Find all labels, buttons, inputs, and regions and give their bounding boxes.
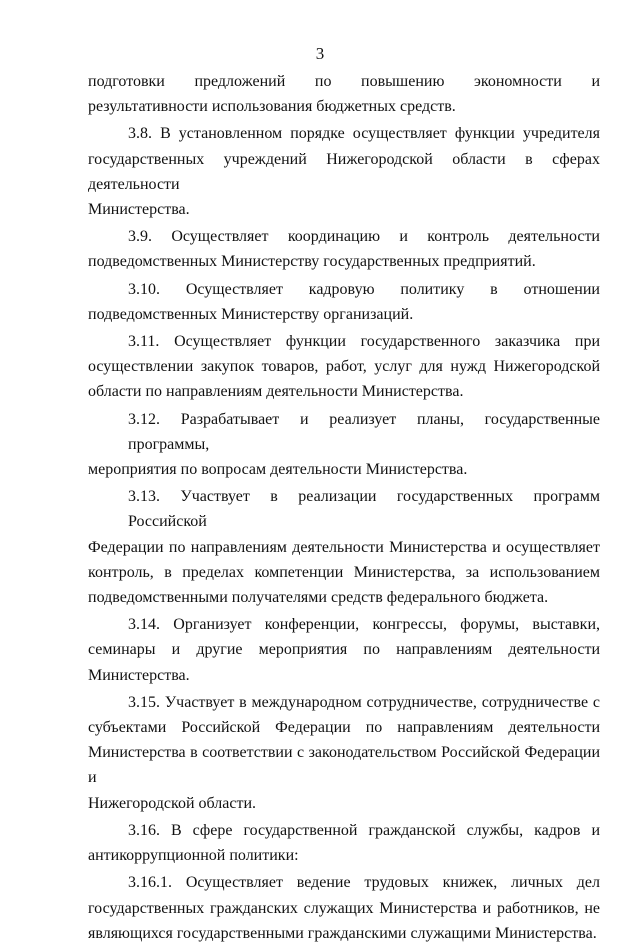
text-line: являющихся государственными гражданскими служащими Министерства. (88, 924, 597, 942)
paragraph-3-10 (88, 277, 600, 327)
paragraph-3-8 (88, 121, 600, 222)
paragraph-3-9 (88, 224, 600, 274)
text-line: Нижегородской области. (88, 794, 257, 812)
text-line: 3.15. Участвует в международном сотрудничестве, сотрудничестве с (128, 693, 600, 711)
paragraph-3-12 (88, 407, 600, 483)
text-line: государственных гражданских служащих Министерства и работников, не (88, 899, 600, 917)
text-line: подведомственных Министерству организаций. (88, 305, 414, 323)
text-line: 3.8. В установленном порядке осуществляет функции учредителя (128, 125, 600, 143)
text-line: контроль, в пределах компетенции Министерства, за использованием (88, 563, 600, 581)
paragraph-3-13 (88, 484, 600, 610)
text-line: 3.13. Участвует в реализации государственных программ Российской (128, 488, 600, 531)
paragraph-continuation (88, 69, 600, 119)
text-line: Федерации по направлениям деятельности Министерства и осуществляет (88, 538, 600, 556)
text-line: субъектами Российской Федерации по направлениям деятельности (88, 719, 600, 737)
text-line: Министерства в соответствии с законодательством Российской Федерации и (88, 744, 600, 787)
text-line: подготовки предложений по повышению экономности и (88, 73, 600, 90)
paragraph-3-16 (88, 818, 600, 868)
text-line: области по направлениям деятельности Министерства. (88, 383, 464, 401)
paragraph-3-16-1 (88, 870, 600, 946)
text-line: подведомственными получателями средств федерального бюджета. (88, 589, 549, 607)
text-line: результативности использования бюджетных средств. (88, 98, 456, 116)
paragraph-3-15 (88, 690, 600, 816)
text-line: 3.11. Осуществляет функции государственного заказчика при (128, 333, 600, 351)
text-line: 3.12. Разрабатывает и реализует планы, государственные программы, (128, 410, 600, 453)
text-line: осуществлении закупок товаров, работ, услуг для нужд Нижегородской (88, 358, 600, 376)
text-line: семинары и другие мероприятия по направлениям деятельности (88, 641, 600, 659)
text-line: Министерства. (88, 666, 190, 684)
text-line: подведомственных Министерству государственных предприятий. (88, 253, 536, 271)
text-line: 3.16. В сфере государственной гражданской службы, кадров и (128, 821, 600, 839)
document-body (88, 69, 600, 946)
text-line: 3.10. Осуществляет кадровую политику в отношении (128, 280, 600, 298)
text-line: государственных учреждений Нижегородской области в сферах деятельности (88, 150, 600, 193)
text-line: 3.9. Осуществляет координацию и контроль деятельности (128, 228, 600, 246)
page-number: 3 (315, 44, 325, 63)
text-line: 3.16.1. Осуществляет ведение трудовых книжек, личных дел (128, 874, 600, 892)
paragraph-3-14 (88, 612, 600, 688)
text-line: Министерства. (88, 201, 190, 219)
text-line: антикоррупционной политики: (88, 847, 299, 865)
paragraph-3-11 (88, 329, 600, 405)
text-line: 3.14. Организует конференции, конгрессы, форумы, выставки, (128, 616, 600, 634)
text-line: мероприятия по вопросам деятельности Министерства. (88, 461, 468, 479)
